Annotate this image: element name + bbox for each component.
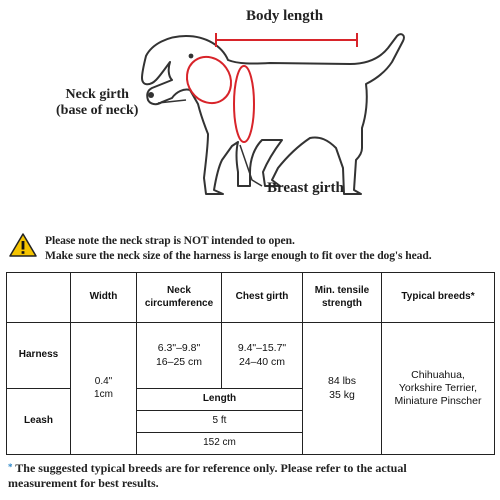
harness-chest-inches: 9.4"–15.7"	[237, 342, 287, 355]
breast-girth-ring	[234, 66, 254, 142]
harness-label: Harness	[7, 323, 71, 389]
breeds-line2: Yorkshire Terrier,	[398, 381, 478, 394]
body-length-label: Body length	[246, 8, 324, 24]
header-neck-line2: circumference	[144, 297, 214, 309]
breeds-cell	[382, 323, 495, 455]
harness-neck-inches: 6.3"–9.8"	[157, 342, 201, 355]
header-neck-line1: Neck	[167, 285, 191, 296]
header-tensile-line1: Min. tensile	[314, 285, 370, 296]
header-width: Width	[71, 273, 137, 323]
breeds-line3: Miniature Pinscher	[394, 395, 482, 408]
leash-label: Leash	[7, 389, 71, 455]
neck-girth-ring	[178, 48, 240, 111]
tensile-kg: 35 kg	[329, 388, 355, 401]
harness-neck-cm: 16–25 cm	[155, 355, 203, 368]
header-tensile-line2: strength	[322, 297, 362, 309]
dog-nose	[148, 92, 154, 98]
harness-chest-cell	[222, 323, 303, 389]
notice-line-2: Make sure the neck size of the harness is large enough to fit over the dog's head.	[45, 249, 432, 262]
breeds-line1: Chihuahua,	[411, 368, 465, 381]
warning-triangle-icon	[9, 232, 37, 258]
width-inches: 0.4"	[94, 376, 113, 387]
width-cell	[71, 323, 137, 455]
harness-chest-cm: 24–40 cm	[238, 355, 286, 368]
dog-eye	[189, 54, 194, 59]
footnote-line1-text: The suggested typical breeds are for reference only. Please refer to the actual	[15, 461, 407, 475]
width-cm: 1cm	[94, 388, 113, 400]
neck-girth-label-line1: Neck girth	[65, 87, 129, 102]
tensile-cell	[303, 323, 382, 455]
spec-table	[6, 272, 495, 455]
header-tensile-strength	[303, 273, 382, 323]
header-typical-breeds: Typical breeds*	[382, 273, 495, 323]
leash-length-ft: 5 ft	[137, 411, 303, 433]
footnote-line1	[8, 460, 407, 476]
corner-cell	[7, 273, 71, 323]
leash-length-header: Length	[137, 389, 303, 411]
harness-neck-cell	[137, 323, 222, 389]
header-chest-girth: Chest girth	[222, 273, 303, 323]
header-row	[7, 273, 495, 323]
footnote	[8, 460, 407, 491]
neck-girth-label	[56, 87, 138, 119]
tensile-lbs: 84 lbs	[327, 375, 357, 388]
footnote-line2: measurement for best results.	[8, 476, 159, 490]
footnote-marker: *	[8, 462, 13, 472]
header-neck-circumference	[137, 273, 222, 323]
breast-girth-label: Breast girth	[267, 180, 344, 196]
notice-line-1: Please note the neck strap is NOT intended to open.	[45, 234, 295, 247]
harness-row	[7, 323, 495, 389]
neck-girth-label-line2: (base of neck)	[56, 103, 139, 118]
leash-length-cm: 152 cm	[137, 433, 303, 455]
dog-outline	[142, 34, 404, 194]
